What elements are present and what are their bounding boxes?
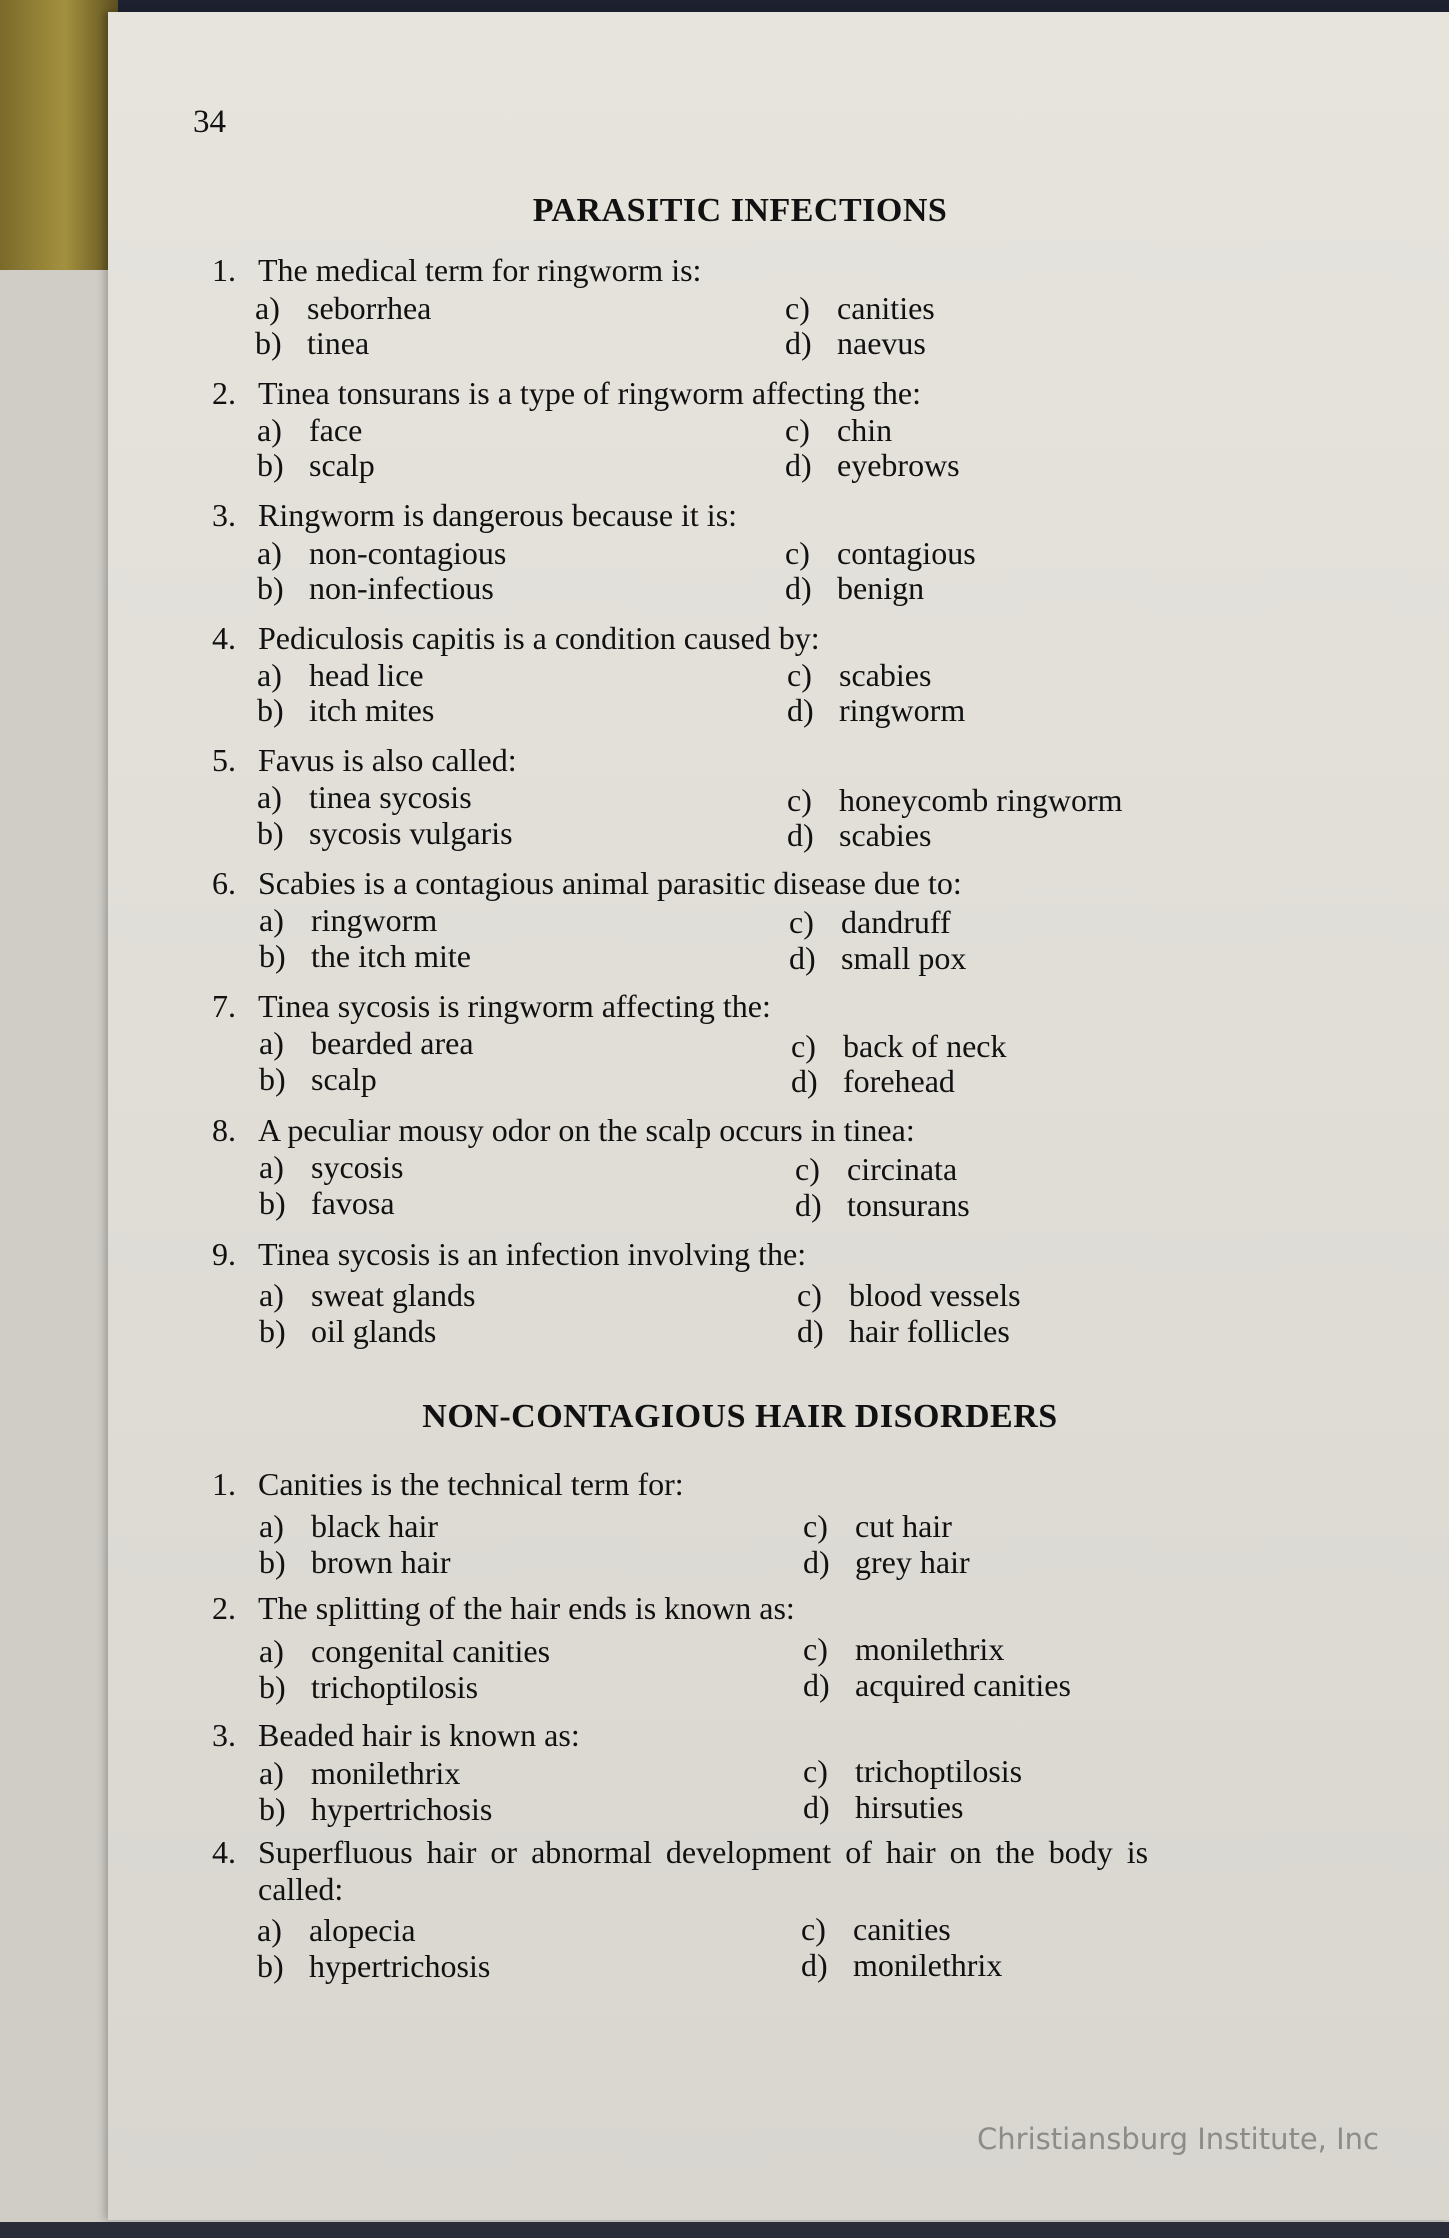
question-text-continued: called:	[258, 1871, 344, 1908]
option-a: a) monilethrix	[259, 1755, 461, 1791]
question-number: 3.	[212, 1717, 236, 1753]
option-b: b) the itch mite	[259, 938, 471, 974]
option-d: d) eyebrows	[785, 447, 960, 483]
question	[212, 743, 1292, 778]
book-cover-edge	[0, 0, 118, 270]
question	[212, 621, 1292, 656]
question	[212, 498, 1292, 533]
option-c: c) scabies	[787, 657, 932, 693]
question-text: The medical term for ringworm is:	[258, 252, 702, 288]
question-number: 4.	[212, 620, 236, 656]
question-number: 3.	[212, 497, 236, 533]
option-c: c) back of neck	[791, 1028, 1007, 1064]
option-c: c) canities	[785, 290, 935, 326]
section-title-parasitic-infections: PARASITIC INFECTIONS	[532, 192, 948, 229]
option-c: c) circinata	[795, 1151, 958, 1187]
question	[212, 1718, 1292, 1753]
question-text: The splitting of the hair ends is known as:	[258, 1590, 795, 1626]
question-number: 4.	[212, 1834, 236, 1870]
option-d: d) grey hair	[803, 1544, 970, 1580]
option-d: d) benign	[785, 570, 925, 606]
option-d: d) ringworm	[787, 692, 966, 728]
option-c: c) dandruff	[789, 904, 951, 940]
question-number: 2.	[212, 1590, 236, 1626]
question	[212, 253, 1292, 288]
option-a: a) seborrhea	[255, 290, 432, 326]
question-number: 5.	[212, 742, 236, 778]
option-c: c) blood vessels	[797, 1277, 1021, 1313]
option-a: a) black hair	[259, 1508, 439, 1544]
question	[212, 1835, 1292, 1907]
option-c: c) canities	[801, 1911, 951, 1947]
question	[212, 1591, 1292, 1626]
option-b: b) hypertrichosis	[257, 1948, 491, 1984]
option-b: b) scalp	[257, 447, 375, 483]
question-text: Tinea sycosis is an infection involving the:	[258, 1236, 807, 1272]
question-text: Favus is also called:	[258, 742, 517, 778]
option-d: d) acquired canities	[803, 1667, 1071, 1703]
option-c: c) cut hair	[803, 1508, 952, 1544]
option-c: c) chin	[785, 412, 893, 448]
option-a: a) congenital canities	[259, 1633, 551, 1669]
question-number: 6.	[212, 865, 236, 901]
option-d: d) monilethrix	[801, 1947, 1003, 1983]
question-number: 2.	[212, 375, 236, 411]
option-c: c) contagious	[785, 535, 976, 571]
question-number: 1.	[212, 252, 236, 288]
option-d: d) naevus	[785, 325, 926, 361]
question-text: Tinea tonsurans is a type of ringworm affecting the:	[258, 375, 921, 411]
option-a: a) face	[257, 412, 363, 448]
option-b: b) hypertrichosis	[259, 1791, 493, 1827]
question-text: Canities is the technical term for:	[258, 1466, 684, 1502]
question-text: Ringworm is dangerous because it is:	[258, 497, 738, 533]
question	[212, 866, 1292, 901]
question-text: Superfluous hair or abnormal development of hair on the body is	[258, 1834, 1149, 1870]
option-b: b) trichoptilosis	[259, 1669, 479, 1705]
option-a: a) sycosis	[259, 1149, 404, 1185]
option-b: b) scalp	[259, 1061, 377, 1097]
question-text: Pediculosis capitis is a condition caused by:	[258, 620, 820, 656]
question-number: 7.	[212, 988, 236, 1024]
question	[212, 1113, 1292, 1148]
option-c: c) honeycomb ringworm	[787, 782, 1123, 818]
option-b: b) sycosis vulgaris	[257, 815, 513, 851]
option-b: b) tinea	[255, 325, 370, 361]
question	[212, 1237, 1292, 1272]
option-c: c) monilethrix	[803, 1631, 1005, 1667]
page-number: 34	[193, 104, 226, 140]
question	[212, 989, 1292, 1024]
watermark: Christiansburg Institute, Inc	[977, 2122, 1379, 2156]
option-a: a) ringworm	[259, 902, 438, 938]
question	[212, 1467, 1292, 1502]
question-number: 9.	[212, 1236, 236, 1272]
option-b: b) favosa	[259, 1185, 395, 1221]
option-b: b) itch mites	[257, 692, 435, 728]
option-a: a) tinea sycosis	[257, 779, 472, 815]
section-title-non-contagious-hair-disorders: NON-CONTAGIOUS HAIR DISORDERS	[422, 1398, 1058, 1435]
option-c: c) trichoptilosis	[803, 1753, 1023, 1789]
question-number: 8.	[212, 1112, 236, 1148]
option-d: d) tonsurans	[795, 1187, 970, 1223]
option-a: a) non-contagious	[257, 535, 507, 571]
option-b: b) brown hair	[259, 1544, 451, 1580]
option-b: b) oil glands	[259, 1313, 437, 1349]
question-number: 1.	[212, 1466, 236, 1502]
option-a: a) bearded area	[259, 1025, 474, 1061]
option-a: a) sweat glands	[259, 1277, 476, 1313]
option-d: d) hair follicles	[797, 1313, 1010, 1349]
background-bottom	[0, 2222, 1449, 2238]
option-a: a) alopecia	[257, 1912, 416, 1948]
option-d: d) hirsuties	[803, 1789, 964, 1825]
question-text: Tinea sycosis is ringworm affecting the:	[258, 988, 771, 1024]
question-text: A peculiar mousy odor on the scalp occurs in tinea:	[258, 1112, 915, 1148]
option-d: d) forehead	[791, 1063, 955, 1099]
question-text: Scabies is a contagious animal parasitic disease due to:	[258, 865, 962, 901]
question-text: Beaded hair is known as:	[258, 1717, 580, 1753]
option-d: d) small pox	[789, 940, 967, 976]
question	[212, 376, 1292, 411]
option-b: b) non-infectious	[257, 570, 494, 606]
option-d: d) scabies	[787, 817, 932, 853]
option-a: a) head lice	[257, 657, 424, 693]
